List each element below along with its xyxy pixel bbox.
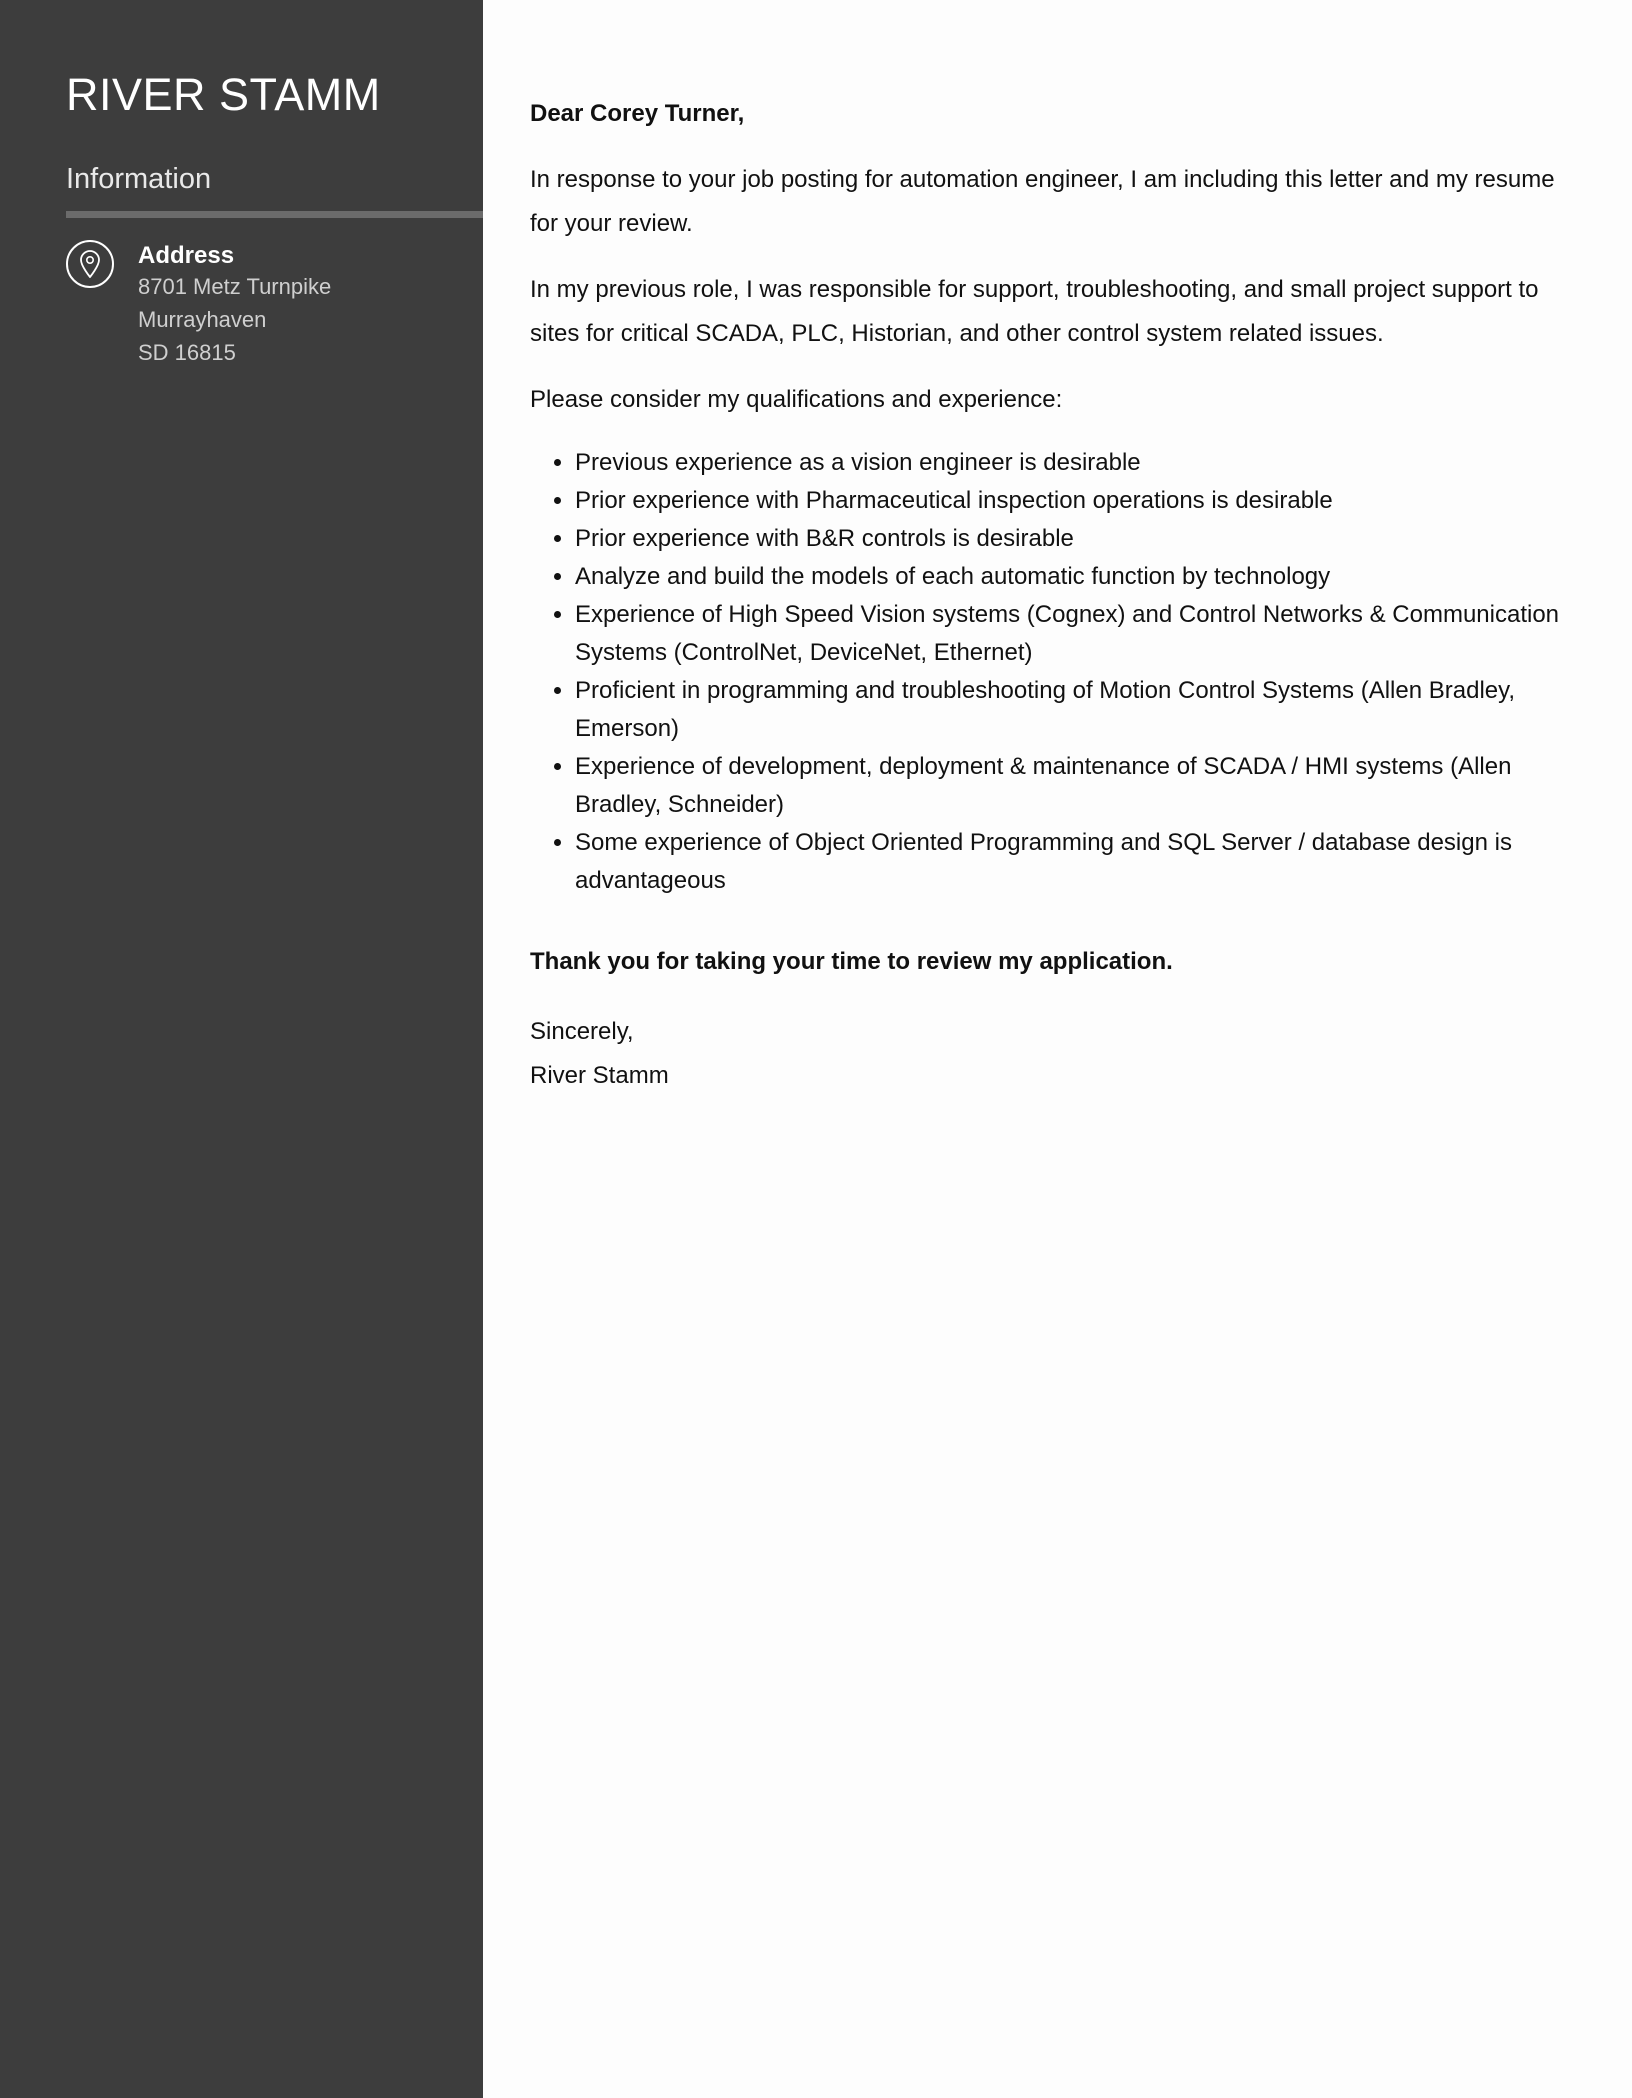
closing-line: Thank you for taking your time to review my application. [530, 948, 1173, 975]
qualifications-list [530, 444, 1576, 900]
letter-body [483, 0, 1632, 2098]
information-heading: Information [66, 163, 212, 195]
address-line-1: 8701 Metz Turnpike [138, 274, 332, 299]
address-text [138, 240, 331, 369]
salutation: Dear Corey Turner, [530, 100, 745, 127]
address-block [66, 240, 331, 369]
paragraph-previous-role: In my previous role, I was responsible for support, troubleshooting, and small project support to sites for critical SCADA, PLC, Historian, and other control system related issues. [530, 276, 1539, 347]
list-item: • Proficient in programming and troubleshooting of Motion Control Systems (Allen Bradley, Emerson) [575, 672, 1576, 748]
list-item: • Experience of High Speed Vision systems (Cognex) and Control Networks & Communication Systems (ControlNet, DeviceNet, Ethernet) [575, 596, 1576, 672]
list-item: • Some experience of Object Oriented Programming and SQL Server / database design is advantageous [575, 824, 1576, 900]
map-pin-icon-glyph [77, 249, 103, 279]
sender-name: RIVER STAMM [66, 69, 381, 120]
list-item: • Prior experience with Pharmaceutical inspection operations is desirable [575, 482, 1576, 520]
list-item: • Previous experience as a vision engineer is desirable [575, 444, 1576, 482]
list-item: • Experience of development, deployment & maintenance of SCADA / HMI systems (Allen Bradley, Schneider) [575, 748, 1576, 824]
paragraph-intro: In response to your job posting for automation engineer, I am including this letter and my resume for your review. [530, 166, 1555, 237]
address-line-2: Murrayhaven [138, 307, 267, 332]
list-item: • Prior experience with B&R controls is desirable [575, 520, 1576, 558]
signature-name: River Stamm [530, 1062, 669, 1089]
list-item: • Analyze and build the models of each automatic function by technology [575, 558, 1576, 596]
paragraph-qualifications-intro: Please consider my qualifications and experience: [530, 386, 1063, 413]
map-pin-icon [66, 240, 114, 288]
address-label: Address [138, 242, 235, 269]
signoff: Sincerely, [530, 1018, 634, 1045]
section-divider [66, 211, 483, 218]
sidebar [0, 0, 483, 2098]
address-line-3: SD 16815 [138, 340, 236, 365]
